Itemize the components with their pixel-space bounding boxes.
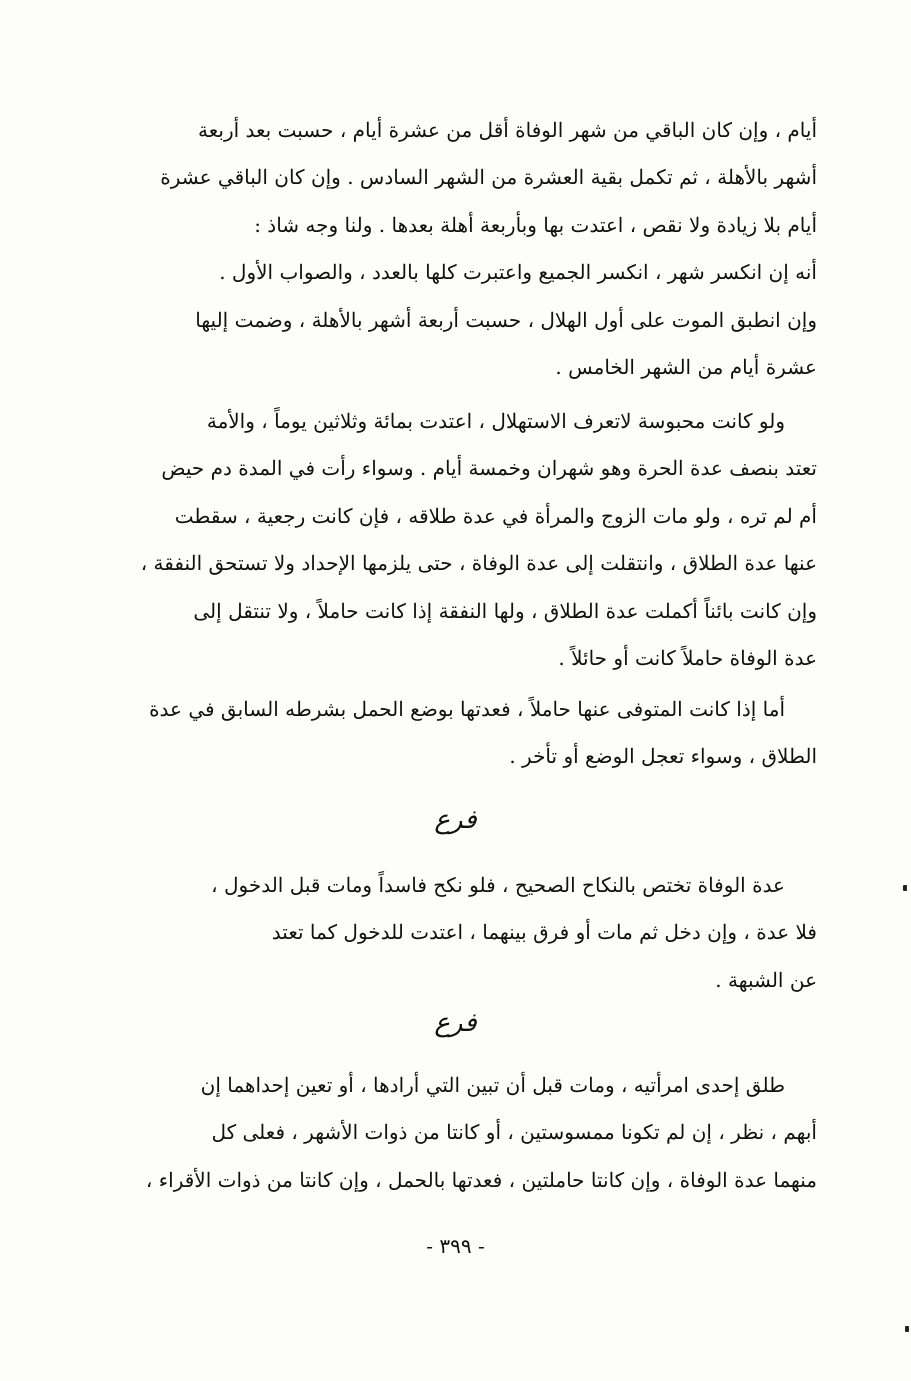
paragraph-4 — [105, 862, 817, 1004]
text-line: عن الشبهة . — [715, 967, 817, 992]
text-line: وإن انطبق الموت على أول الهلال ، حسبت أربعة أشهر بالأهلة ، وضمت إليها — [195, 307, 817, 332]
page-number: - ٣٩٩ - — [426, 1234, 485, 1258]
text-line: تعتد بنصف عدة الحرة وهو شهران وخمسة أيام . وسواء رأت في المدة دم حيض — [161, 456, 817, 481]
text-line: عدة الوفاة تختص بالنكاح الصحيح ، فلو نكح فاسداً ومات قبل الدخول ، — [211, 873, 785, 897]
text-line: طلق إحدى امرأتيه ، ومات قبل أن تبين التي أرادها ، أو تعين إحداهما إن — [200, 1073, 785, 1097]
text-line: عنها عدة الطلاق ، وانتقلت إلى عدة الوفاة ، حتى يلزمها الإحداد ولا تستحق النفقة ، — [140, 551, 817, 576]
text-line: ولو كانت محبوسة لاتعرف الاستهلال ، اعتدت بمائة وثلاثين يوماً ، والأمة — [206, 409, 785, 433]
text-line: أيام ، وإن كان الباقي من شهر الوفاة أقل من عشرة أيام ، حسبت بعد أربعة — [198, 118, 817, 142]
text-line: وإن كانت بائناً أكملت عدة الطلاق ، ولها النفقة إذا كانت حاملاً ، ولا تنتقل إلى — [193, 598, 817, 623]
section-heading: فرع — [434, 805, 477, 835]
text-line: أم لم تره ، ولو مات الزوج والمرأة في عدة طلاقه ، فإن كانت رجعية ، سقطت — [174, 503, 817, 528]
text-line: أيام بلا زيادة ولا نقص ، اعتدت بها وبأربعة أهلة بعدها . ولنا وجه شاذ : — [254, 212, 817, 237]
section-heading: فرع — [434, 1008, 477, 1038]
text-line: منهما عدة الوفاة ، وإن كانتا حاملتين ، فعدتها بالحمل ، وإن كانتا من ذوات الأقراء ، — [145, 1167, 817, 1192]
text-line: فلا عدة ، وإن دخل ثم مات أو فرق بينهما ، اعتدت للدخول كما تعتد — [271, 920, 817, 945]
text-line: الطلاق ، وسواء تعجل الوضع أو تأخر . — [509, 744, 817, 769]
text-line: أشهر بالأهلة ، ثم تكمل بقية العشرة من الشهر السادس . وإن كان الباقي عشرة — [160, 165, 817, 190]
paragraph-5 — [105, 1062, 817, 1204]
text-line: أنه إن انكسر شهر ، انكسر الجميع واعتبرت كلها بالعدد ، والصواب الأول . — [219, 260, 817, 285]
text-line: أبهم ، نظر ، إن لم تكونا ممسوستين ، أو كانتا من ذوات الأشهر ، فعلى كل — [211, 1120, 817, 1145]
scan-speck — [903, 885, 907, 891]
paragraph-3 — [105, 686, 817, 781]
scan-speck — [905, 1326, 909, 1332]
paragraph-1 — [105, 107, 817, 391]
text-line: عشرة أيام من الشهر الخامس . — [555, 355, 817, 380]
text-line: أما إذا كانت المتوفى عنها حاملاً ، فعدتها بوضع الحمل بشرطه السابق في عدة — [149, 697, 785, 721]
text-line: عدة الوفاة حاملاً كانت أو حائلاً . — [558, 646, 817, 671]
paragraph-2 — [105, 398, 817, 682]
